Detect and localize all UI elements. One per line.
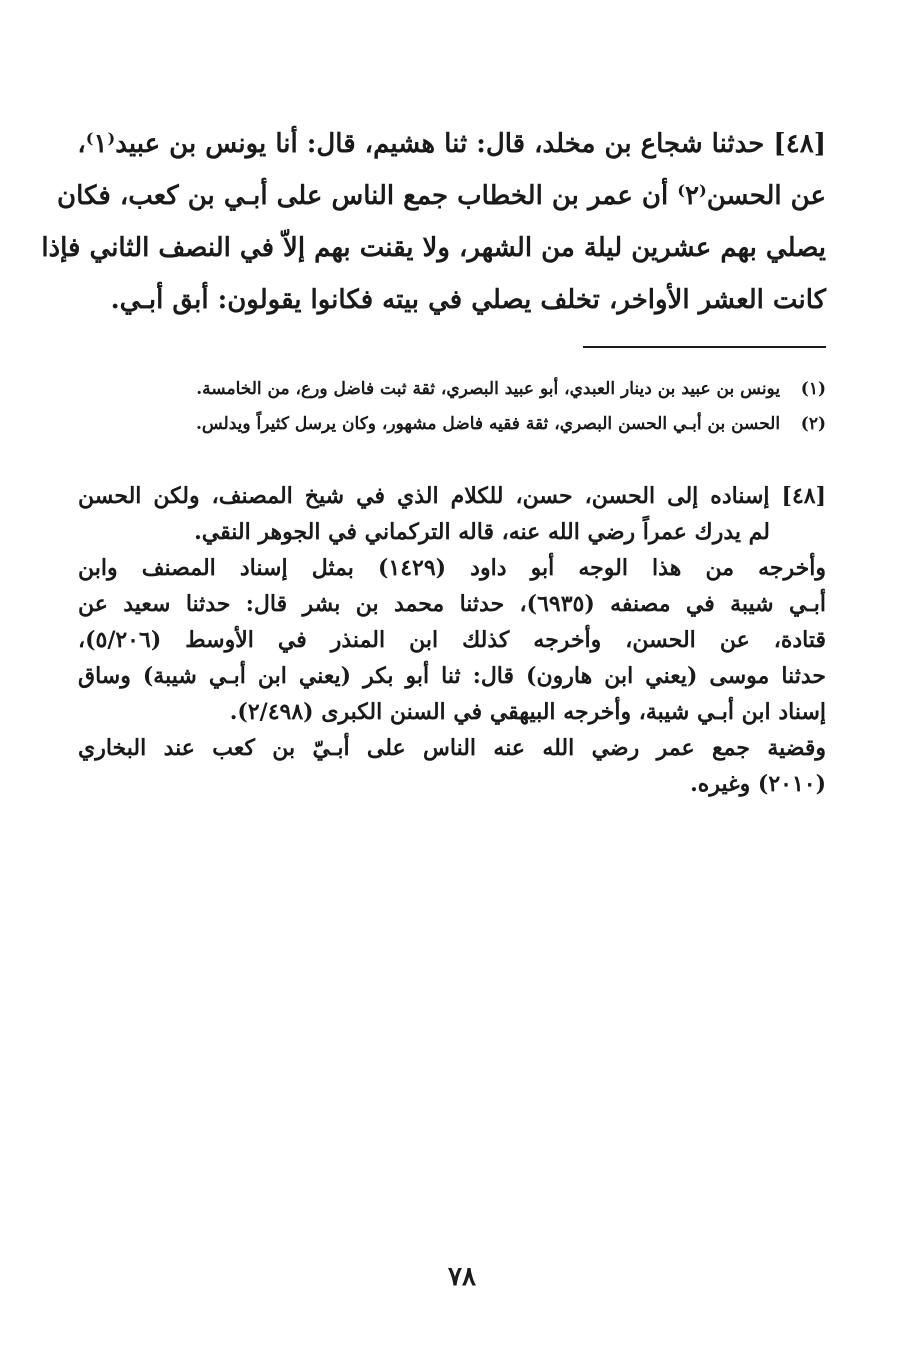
commentary-line: (٢٠١٠) وغيره. [690,771,826,797]
footnote-text: الحسن بن أبـي الحسن البصري، ثقة فقيه فاضل مشهور، وكان يرسل كثيراً ويدلس. [195,414,781,434]
commentary [78,478,826,802]
hadith-line: يصلي بهم عشرين ليلة من الشهر، ولا يقنت بهم إلاّ في النصف الثاني فإذا [41,233,826,263]
commentary-line: أبـي شيبة في مصنفه (٦٩٣٥)، حدثنا محمد بن بشر قال: حدثنا سعيد عن [78,591,826,617]
page-number: ٧٨ [448,1262,476,1292]
footnote [90,372,826,407]
hadith-line: عن الحسن⁽٢⁾ أن عمر بن الخطاب جمع الناس على أبـي بن كعب، فكان [56,181,826,211]
footnote-text: يونس بن عبيد بن دينار العبدي، أبو عبيد البصري، ثقة ثبت فاضل ورع، من الخامسة. [196,379,781,399]
commentary-line: وقضية جمع عمر رضي الله عنه الناس على أبـيّ بن كعب عند البخاري [78,735,826,761]
commentary-line: [٤٨] إسناده إلى الحسن، حسن، للكلام الذي في شيخ المصنف، ولكن الحسن [78,483,826,509]
hadith-line: [٤٨] حدثنا شجاع بن مخلد، قال: ثنا هشيم، قال: أنا يونس بن عبيد⁽١⁾، [77,129,826,159]
footnote-number: (١) [800,379,826,399]
footnotes [90,372,826,442]
footnote [90,407,826,442]
commentary-line: وأخرجه من هذا الوجه أبو داود (١٤٢٩) بمثل إسناد المصنف وابن [78,555,826,581]
commentary-line: قتادة، عن الحسن، وأخرجه كذلك ابن المنذر في الأوسط (٥/٢٠٦)، [78,627,826,653]
footnote-divider [583,346,826,348]
footnote-number: (٢) [800,414,826,434]
commentary-line: إسناد ابن أبـي شيبة، وأخرجه البيهقي في السنن الكبرى (٢/٤٩٨). [229,699,826,725]
commentary-line: حدثنا موسى (يعني ابن هارون) قال: ثنا أبو بكر (يعني ابن أبـي شيبة) وساق [78,663,826,689]
hadith-text [41,118,826,326]
hadith-line: كانت العشر الأواخر، تخلف يصلي في بيته فكانوا يقولون: أبق أبـي. [110,285,826,315]
commentary-line: لم يدرك عمراً رضي الله عنه، قاله التركماني في الجوهر النقي. [194,519,770,545]
